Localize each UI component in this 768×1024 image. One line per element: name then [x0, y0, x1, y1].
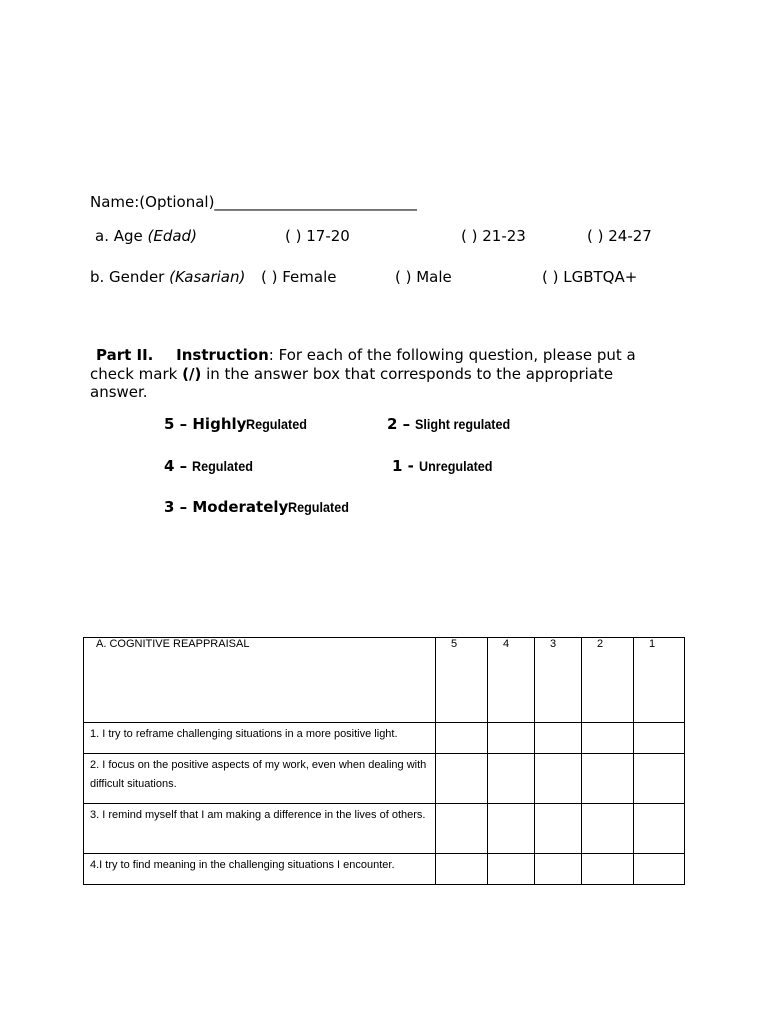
- table-row: [84, 723, 685, 754]
- answer-box-q4-1[interactable]: [634, 854, 685, 885]
- age-label-italic: (Edad): [147, 227, 197, 245]
- question-3: 3. I remind myself that I am making a difference in the lives of others.: [90, 809, 426, 821]
- age-option-17-20[interactable]: ( ) 17-20: [285, 227, 350, 245]
- answer-box-q4-2[interactable]: [582, 854, 634, 885]
- answer-box-q1-5[interactable]: [436, 723, 488, 754]
- answer-box-q2-1[interactable]: [634, 754, 685, 804]
- section-header: A. COGNITIVE REAPPRAISAL: [84, 638, 436, 723]
- answer-box-q3-3[interactable]: [535, 804, 582, 854]
- table-header-row: [84, 638, 685, 723]
- column-header-2: 2: [582, 638, 634, 723]
- answer-box-q3-4[interactable]: [488, 804, 535, 854]
- column-header-1: 1: [634, 638, 685, 723]
- question-2: 2. I focus on the positive aspects of my work, even when dealing with difficult situations.: [90, 759, 427, 790]
- survey-table: [83, 637, 685, 885]
- instruction-text-3: answer.: [90, 383, 148, 401]
- instruction-text-1: : For each of the following question, please put a: [268, 346, 636, 364]
- answer-box-q1-4[interactable]: [488, 723, 535, 754]
- answer-box-q2-2[interactable]: [582, 754, 634, 804]
- answer-box-q4-4[interactable]: [488, 854, 535, 885]
- column-header-5: 5: [436, 638, 488, 723]
- answer-box-q1-1[interactable]: [634, 723, 685, 754]
- table-row: [84, 754, 685, 804]
- question-4: 4.I try to find meaning in the challenging situations I encounter.: [90, 859, 395, 871]
- scale-item-1: 1 - Unregulated: [392, 457, 493, 475]
- gender-option-female[interactable]: ( ) Female: [261, 268, 337, 286]
- table-row: [84, 854, 685, 885]
- check-mark-symbol: (/): [182, 364, 202, 383]
- answer-box-q3-1[interactable]: [634, 804, 685, 854]
- answer-box-q4-3[interactable]: [535, 854, 582, 885]
- age-label: a. Age (Edad): [95, 227, 197, 245]
- column-header-4: 4: [488, 638, 535, 723]
- instruction-title: Instruction: [176, 346, 269, 364]
- answer-box-q3-5[interactable]: [436, 804, 488, 854]
- instruction-text-2a: check mark: [90, 364, 183, 383]
- age-option-24-27[interactable]: ( ) 24-27: [587, 227, 652, 245]
- instruction-text-2b: in the answer box that corresponds to the appropriate: [201, 364, 614, 383]
- scale-item-2: 2 – Slight regulated: [387, 415, 511, 433]
- scale-item-5: 5 – HighlyRegulated: [164, 415, 308, 433]
- age-option-21-23[interactable]: ( ) 21-23: [461, 227, 526, 245]
- answer-box-q3-2[interactable]: [582, 804, 634, 854]
- answer-box-q4-5[interactable]: [436, 854, 488, 885]
- gender-option-male[interactable]: ( ) Male: [395, 268, 452, 286]
- gender-option-lgbtqa[interactable]: ( ) LGBTQA+: [542, 268, 638, 286]
- scale-item-4: 4 – Regulated: [164, 457, 254, 475]
- name-label: Name:(Optional)___________________________: [90, 193, 417, 211]
- answer-box-q1-2[interactable]: [582, 723, 634, 754]
- name-field-label[interactable]: [90, 193, 417, 211]
- gender-label-italic: (Kasarian): [169, 268, 246, 286]
- answer-box-q2-5[interactable]: [436, 754, 488, 804]
- answer-box-q2-3[interactable]: [535, 754, 582, 804]
- question-1: 1. I try to reframe challenging situations in a more positive light.: [90, 728, 398, 740]
- instruction-block: [90, 346, 636, 402]
- scale-item-3: 3 – ModeratelyRegulated: [164, 498, 350, 516]
- column-header-3: 3: [535, 638, 582, 723]
- gender-label: b. Gender (Kasarian): [90, 268, 246, 286]
- table-row: [84, 804, 685, 854]
- part-label: Part II.: [96, 346, 154, 364]
- answer-box-q2-4[interactable]: [488, 754, 535, 804]
- answer-box-q1-3[interactable]: [535, 723, 582, 754]
